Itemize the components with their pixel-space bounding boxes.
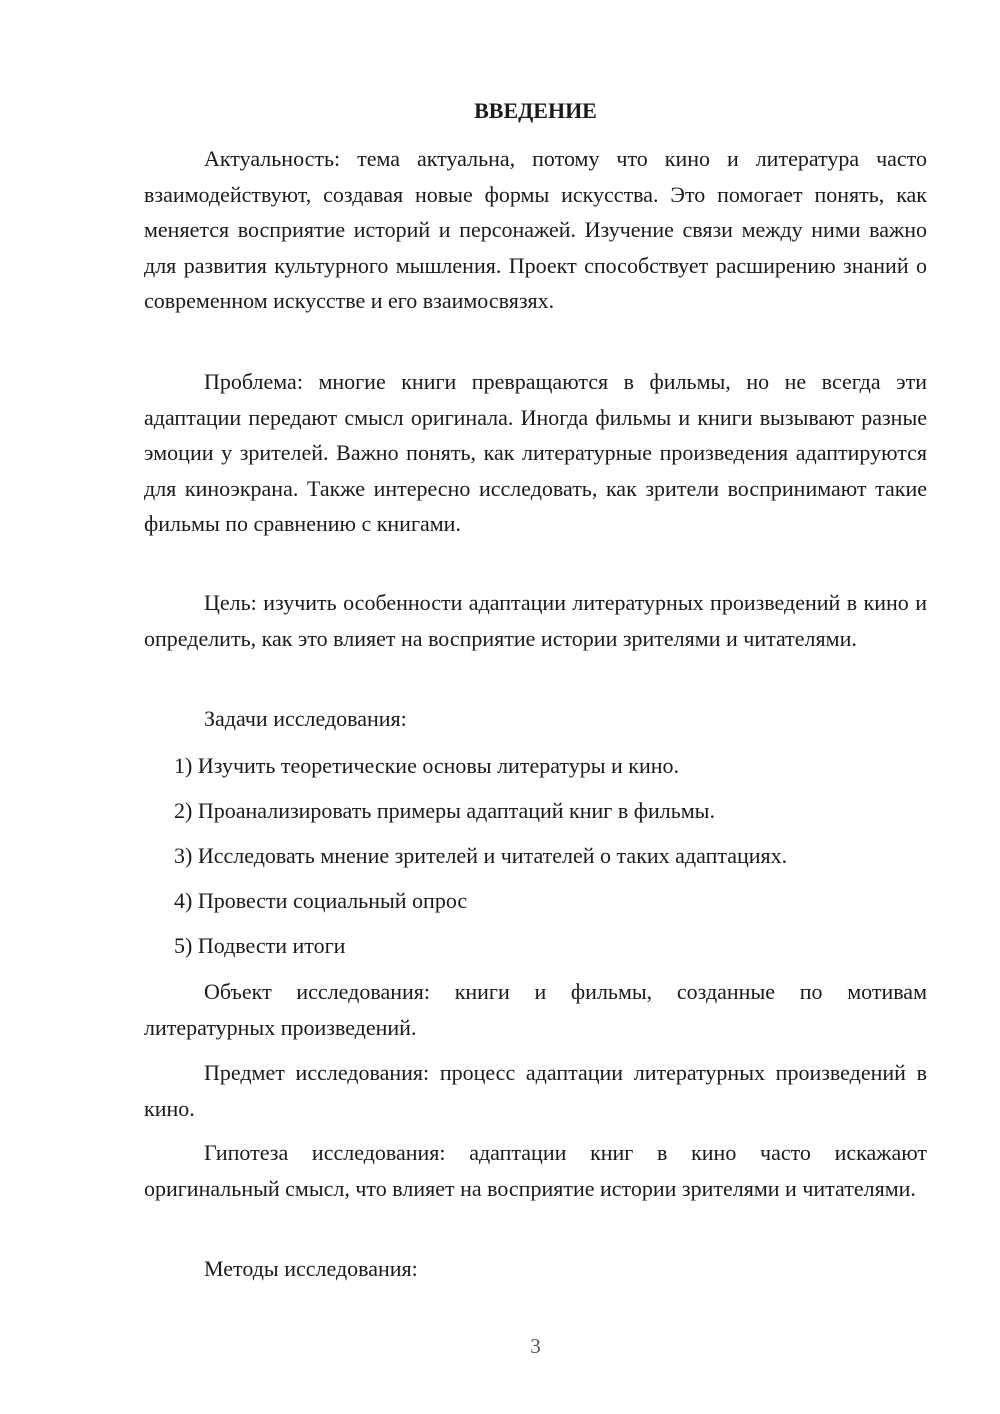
- methods-heading: Методы исследования:: [204, 1256, 418, 1281]
- section-title: ВВЕДЕНИЕ: [474, 98, 597, 123]
- object-paragraph: Объект исследования: книги и фильмы, созданные по мотивам литературных произведений.: [144, 979, 927, 1040]
- page-number: 3: [530, 1334, 541, 1358]
- task-item: 4) Провести социальный опрос: [174, 888, 468, 913]
- task-item: 5) Подвести итоги: [174, 933, 346, 958]
- task-item: 2) Проанализировать примеры адаптаций книг в фильмы.: [174, 798, 715, 823]
- tasks-heading: Задачи исследования:: [204, 706, 407, 731]
- task-item: 1) Изучить теоретические основы литературы и кино.: [174, 753, 680, 778]
- problem-paragraph: Проблема: многие книги превращаются в фильмы, но не всегда эти адаптации передают смысл оригинала. Иногда фильмы и книги вызывают разные эмоции у зрителей. Важно понять, как литературные произведения адаптируются для киноэкрана. Также интересно исследовать, как зрители воспринимают такие фильмы по сравнению с книгами.: [144, 369, 927, 536]
- subject-paragraph: Предмет исследования: процесс адаптации литературных произведений в кино.: [144, 1060, 927, 1121]
- hypothesis-paragraph: Гипотеза исследования: адаптации книг в кино часто искажают оригинальный смысл, что влияет на восприятие истории зрителями и читателями.: [144, 1140, 927, 1201]
- relevance-paragraph: Актуальность: тема актуальна, потому что кино и литература часто взаимодействуют, создавая новые формы искусства. Это помогает понять, как меняется восприятие историй и персонажей. Изучение связи между ними важно для развития культурного мышления. Проект способствует расширению знаний о современном искусстве и его взаимосвязях.: [144, 146, 927, 313]
- document-page: [144, 0, 927, 1414]
- task-item: 3) Исследовать мнение зрителей и читателей о таких адаптациях.: [174, 843, 788, 868]
- goal-paragraph: Цель: изучить особенности адаптации литературных произведений в кино и определить, как это влияет на восприятие истории зрителями и читателями.: [144, 590, 927, 651]
